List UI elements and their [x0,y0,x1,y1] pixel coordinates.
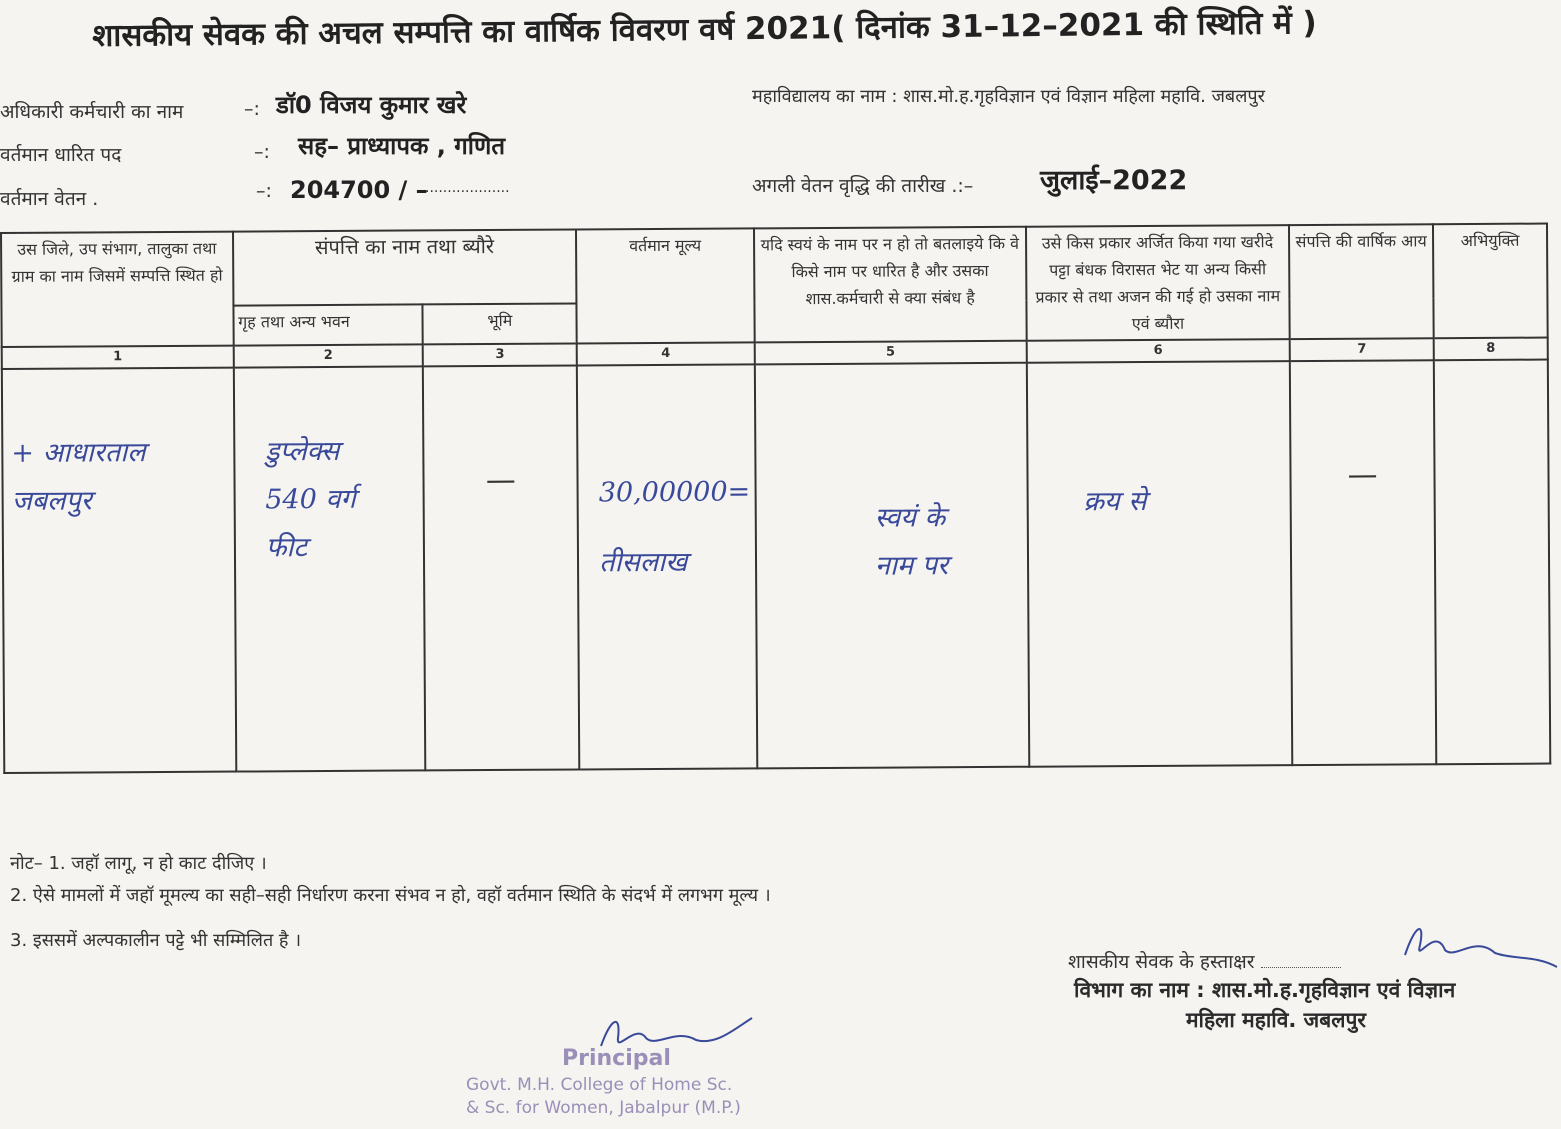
header-current-value: वर्तमान मूल्य [576,228,754,343]
salary-dots: ................... [425,180,510,196]
department-line-1: विभाग का नाम : शास.मो.ह.गृहविज्ञान एवं विज्ञान [1074,978,1456,1002]
post-sep: –: [254,141,270,163]
cell-location [2,368,236,773]
header-buildings: गृह तथा अन्य भवन [233,304,423,345]
signature-line [1261,967,1341,968]
cell-location-text: + आधारताल जबलपुर [11,437,146,517]
post-value: सह– प्राध्यापक , गणित [298,132,506,160]
column-number: 5 [755,341,1027,365]
stamp-title: Principal [562,1046,671,1071]
column-number: 1 [2,346,234,369]
cell-building-text: डुप्लेक्स 540 वर्ग फीट [264,435,356,564]
header-location: उस जिले, उप संभाग, तालुका तथा ग्राम का नाम जिसमें सम्पत्ति स्थित हो [1,232,233,347]
employee-name-value: डॉ0 विजय कुमार खरे [276,91,467,119]
column-number: 6 [1026,339,1290,363]
cell-income [1290,360,1436,765]
college-name: महाविद्यालय का नाम : शास.मो.ह.गृहविज्ञान एवं विज्ञान महिला महावि. जबलपुर [752,86,1266,107]
cell-holder [755,363,1029,769]
header-property-details: संपत्ति का नाम तथा ब्यौरे [233,229,577,305]
post-label: वर्तमान धारित पद [0,144,122,166]
signature-label-text: शासकीय सेवक के हस्ताक्षर [1068,951,1255,973]
cell-holder-text: स्वयं के नाम पर [874,502,949,582]
signature-label [1068,948,1341,974]
increment-label: अगली वेतन वृद्धि की तारीख .:– [752,175,974,197]
header-holder-relation: यदि स्वयं के नाम पर न हो तो बतलाइये कि वे किसे नाम पर धारित है और उसका शास.कर्मचारी से क्या संबंध है [754,227,1026,343]
cell-building [234,366,426,771]
cell-remarks [1434,360,1550,765]
column-number: 2 [233,344,423,367]
property-table [0,223,1551,774]
cell-acquisition-text: क्रय से [1083,486,1147,518]
employee-name-sep: –: [244,98,260,120]
header-land: भूमि [423,303,577,344]
department-line-2: महिला महावि. जबलपुर [1186,1008,1367,1032]
increment-value: जुलाई–2022 [1040,165,1188,196]
cell-land [423,365,579,770]
salary-sep: –: [256,180,272,202]
salary-value: 204700 / – [290,176,428,204]
note-3: 3. इससमें अल्पकालीन पट्टे भी सम्मिलित है । [10,930,302,951]
column-number: 8 [1434,338,1548,361]
cell-land-text: — [485,462,516,499]
header-annual-income: संपत्ति की वार्षिक आय [1289,224,1434,339]
column-number: 3 [423,343,577,366]
cell-income-text: — [1347,457,1378,493]
salary-label: वर्तमान वेतन . [0,188,99,210]
cell-value-text: 30,00000= तीसलाख [598,476,751,579]
cell-acquisition [1026,361,1292,767]
employee-signature [1385,915,1561,975]
document-title: शासकीय सेवक की अचल सम्पत्ति का वार्षिक विवरण वर्ष 2021( दिनांक 31–12–2021 की स्थिति में ) [92,5,1317,54]
note-2: 2. ऐसे मामलों में जहॉ मूमल्य का सही–सही निर्धारण करना संभव न हो, वहॉ वर्तमान स्थिति के संदर्भ में लगभग मूल्य । [10,885,771,906]
header-remarks: अभियुक्ति [1433,224,1548,339]
column-number: 7 [1290,338,1434,361]
stamp-line-1: Govt. M.H. College of Home Sc. [466,1075,733,1095]
employee-name-label: अधिकारी कर्मचारी का नाम [0,101,184,123]
header-acquisition: उसे किस प्रकार अर्जित किया गया खरीदे पट्टा बंधक विरासत भेट या अन्य किसी प्रकार से तथा अजन की गई हो उसका नाम एवं ब्यौरा [1026,225,1290,341]
column-number: 4 [577,342,755,365]
cell-value [577,364,757,769]
stamp-line-2: & Sc. for Women, Jabalpur (M.P.) [466,1098,741,1118]
table-row [2,360,1550,773]
note-1: नोट– 1. जहॉ लागू, न हो काट दीजिए । [10,853,267,874]
